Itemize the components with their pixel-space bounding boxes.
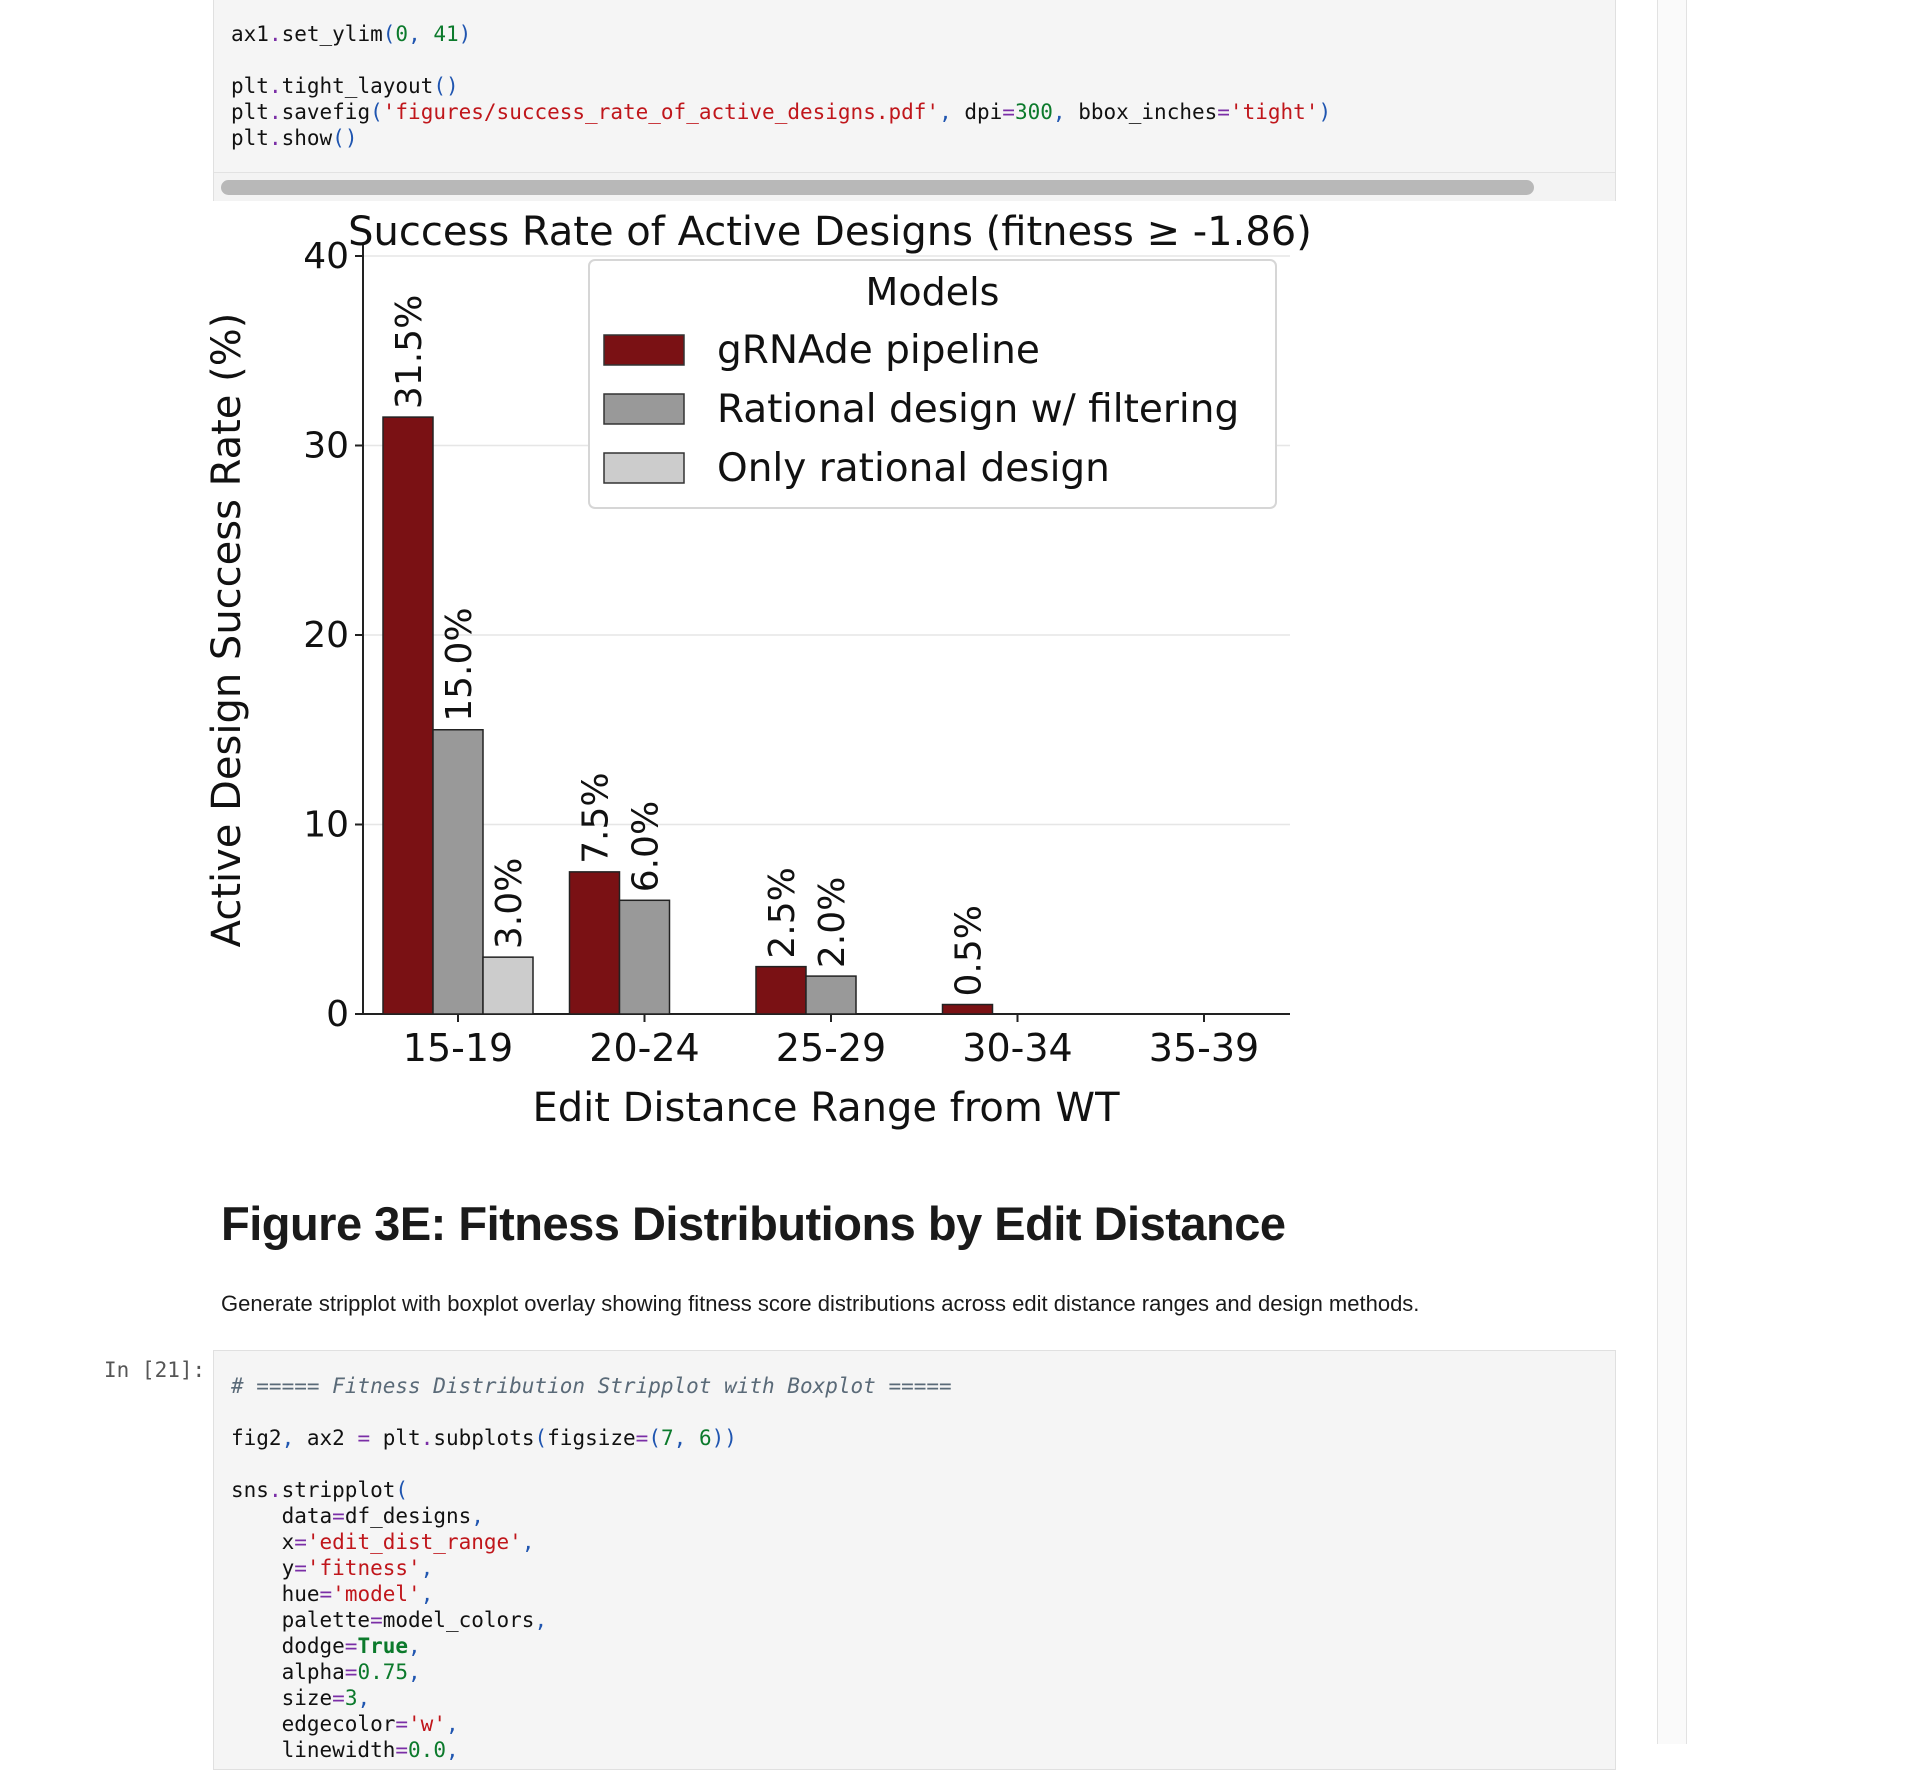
code-bottom-line [231, 1555, 952, 1581]
code-token: , [408, 1660, 421, 1684]
code-token: model_colors [382, 1608, 535, 1632]
code-token: , [420, 1582, 434, 1606]
code-token: 0 [395, 22, 409, 46]
code-token: 41 [433, 22, 459, 46]
code-token: 300 [1014, 100, 1053, 124]
bar-value-label: 6.0% [625, 800, 667, 893]
bar [433, 730, 483, 1014]
code-top-line [231, 21, 1331, 47]
code-token: 'tight' [1229, 100, 1319, 124]
code-bottom-line [231, 1529, 952, 1555]
code-token: , [281, 1426, 307, 1450]
code-token: , [1052, 100, 1079, 124]
code-token: , [939, 100, 965, 124]
code-token: = [635, 1426, 649, 1450]
chart-title: Success Rate of Active Designs (fitness ≥ -1.86) [348, 209, 1312, 255]
code-top-line [231, 47, 1331, 73]
code-token: = [370, 1608, 383, 1632]
code-token: sns [231, 1478, 269, 1502]
y-tick-label: 20 [303, 615, 349, 656]
output-chart [200, 205, 1330, 1155]
code-token: = [1217, 100, 1230, 124]
code-token: = [332, 1686, 345, 1710]
code-bottom-line [231, 1581, 952, 1607]
code-bottom-line [231, 1477, 952, 1503]
code-cell-plot[interactable] [213, 0, 1616, 201]
code-token: = [395, 1738, 409, 1762]
x-tick-label: 30-34 [962, 1026, 1073, 1070]
code-token: set_ylim [281, 22, 383, 46]
code-token: , [408, 22, 434, 46]
code-token: = [319, 1582, 333, 1606]
legend-label: gRNAde pipeline [717, 328, 1040, 373]
code-editor-bottom[interactable] [231, 1373, 952, 1763]
code-top-line [231, 73, 1331, 99]
code-token: . [268, 100, 282, 124]
code-token: alpha [231, 1660, 345, 1684]
y-axis-label: Active Design Success Rate (%) [204, 312, 250, 948]
bar-chart [200, 205, 1330, 1155]
bar [806, 976, 856, 1014]
code-token: plt [231, 74, 269, 98]
bar-value-label: 7.5% [575, 772, 617, 864]
code-token: = [332, 1504, 345, 1528]
code-token: edgecolor [231, 1712, 396, 1736]
code-token: x [231, 1530, 295, 1554]
code-token: 'fitness' [306, 1556, 421, 1580]
code-token: df_designs [344, 1504, 472, 1528]
code-bottom-line [231, 1451, 952, 1477]
code-token: = [294, 1530, 307, 1554]
bar-value-label: 31.5% [389, 294, 430, 410]
bar-value-label: 3.0% [489, 857, 530, 950]
code-token: plt [231, 100, 269, 124]
legend-label: Rational design w/ filtering [717, 387, 1240, 432]
code-token: plt [370, 1426, 421, 1450]
code-token: . [268, 22, 282, 46]
code-bottom-line [231, 1737, 952, 1763]
code-top-line [231, 99, 1331, 125]
code-token: y [231, 1556, 295, 1580]
code-token: , [534, 1608, 548, 1632]
y-tick-label: 10 [303, 804, 349, 846]
code-cell-stripplot[interactable] [213, 1350, 1616, 1770]
bar [756, 967, 806, 1014]
legend-swatch [604, 394, 684, 424]
code-token: 0.0 [408, 1738, 446, 1762]
code-token: ) [1318, 100, 1332, 124]
code-token: fig2 [231, 1426, 282, 1450]
code-token: savefig [281, 100, 371, 124]
code-token: . [268, 74, 282, 98]
code-token: , [357, 1686, 371, 1710]
y-tick-label: 30 [303, 425, 349, 467]
code-token: )) [711, 1426, 737, 1450]
code-token: dpi [964, 100, 1003, 124]
code-token: , [445, 1738, 459, 1762]
code-token: () [433, 74, 459, 98]
bar [383, 417, 433, 1014]
x-tick-label: 35-39 [1148, 1026, 1260, 1070]
code-token: palette [231, 1608, 371, 1632]
code-bottom-line [231, 1659, 952, 1685]
bar-value-label: 15.0% [439, 607, 480, 722]
code-token: 'edit_dist_range' [306, 1530, 522, 1554]
code-token: linewidth [231, 1738, 396, 1762]
code-bottom-line [231, 1503, 952, 1529]
code-bottom-line [231, 1425, 952, 1451]
y-tick-label: 0 [326, 994, 349, 1035]
x-tick-label: 20-24 [589, 1026, 700, 1070]
x-tick-label: 15-19 [402, 1026, 514, 1070]
code-token: , [471, 1504, 484, 1528]
code-token: ( [534, 1426, 548, 1450]
code-token: 'figures/success_rate_of_active_designs.pdf' [382, 100, 940, 124]
code-token: hue [231, 1582, 320, 1606]
code-token: show [281, 126, 333, 150]
code-bottom-line [231, 1373, 952, 1399]
bar [943, 1005, 993, 1014]
code-bottom-line [231, 1711, 952, 1737]
code-token: ( [648, 1426, 661, 1450]
bar [570, 872, 620, 1014]
code-token: = [395, 1712, 409, 1736]
code-token: () [332, 126, 358, 150]
y-tick-label: 40 [303, 236, 349, 277]
code-token: tight_layout [281, 74, 434, 98]
code-token: True [357, 1634, 409, 1658]
code-bottom-line [231, 1633, 952, 1659]
code-token: = [344, 1660, 358, 1684]
code-editor-top[interactable] [231, 21, 1331, 151]
code-bottom-line [231, 1399, 952, 1425]
code-token: . [420, 1426, 434, 1450]
code-token: ( [370, 100, 383, 124]
code-token: , [445, 1712, 459, 1736]
legend-swatch [604, 335, 684, 365]
code-token: 0.75 [357, 1660, 409, 1684]
code-token: figsize [547, 1426, 636, 1450]
code-token: dodge [231, 1634, 345, 1658]
legend-title: Models [865, 270, 1000, 314]
bar [483, 957, 533, 1014]
code-token: = [344, 1634, 358, 1658]
code-bottom-line [231, 1685, 952, 1711]
code-token: , [521, 1530, 535, 1554]
code-token: , [673, 1426, 699, 1450]
code-token: bbox_inches [1078, 100, 1218, 124]
code-token: 'w' [408, 1712, 446, 1736]
bar [620, 900, 670, 1014]
code-token: . [268, 1478, 282, 1502]
code-token: ) [458, 22, 472, 46]
code-token: stripplot [281, 1478, 396, 1502]
right-sidebar-rail [1657, 0, 1687, 1744]
code-token: # ===== Fitness Distribution Stripplot with Boxplot ===== [231, 1374, 952, 1398]
bar-value-label: 2.5% [762, 867, 803, 959]
code-token: ( [395, 1478, 409, 1502]
legend-swatch [604, 453, 684, 483]
code-token: ax2 [306, 1426, 358, 1450]
code-token: 7 [660, 1426, 674, 1450]
code-token: = [1002, 100, 1015, 124]
code-token: = [357, 1426, 371, 1450]
code-token: . [268, 126, 282, 150]
code-token: 6 [698, 1426, 712, 1450]
code-token: , [420, 1556, 434, 1580]
code-token: ( [382, 22, 396, 46]
scrollbar-thumb[interactable] [221, 180, 1534, 195]
code-token: plt [231, 126, 269, 150]
code-token: size [231, 1686, 333, 1710]
cell-prompt: In [21]: [104, 1358, 206, 1382]
x-axis-label: Edit Distance Range from WT [532, 1085, 1120, 1131]
code-token: = [294, 1556, 307, 1580]
code-token: subplots [433, 1426, 535, 1450]
code-token: data [231, 1504, 333, 1528]
markdown-heading: Figure 3E: Fitness Distributions by Edit Distance [221, 1197, 1286, 1250]
bar-value-label: 0.5% [948, 905, 990, 997]
code-token: 'model' [332, 1582, 421, 1606]
bar-value-label: 2.0% [812, 876, 853, 969]
code-bottom-line [231, 1607, 952, 1633]
code-token: 3 [344, 1686, 358, 1710]
markdown-paragraph: Generate stripplot with boxplot overlay showing fitness score distributions across edit distance ranges and design methods. [221, 1291, 1420, 1316]
x-tick-label: 25-29 [775, 1026, 887, 1070]
horizontal-scrollbar[interactable] [214, 172, 1615, 201]
code-top-line [231, 125, 1331, 151]
code-token: ax1 [231, 22, 269, 46]
legend-label: Only rational design [717, 446, 1110, 491]
code-token: , [408, 1634, 421, 1658]
